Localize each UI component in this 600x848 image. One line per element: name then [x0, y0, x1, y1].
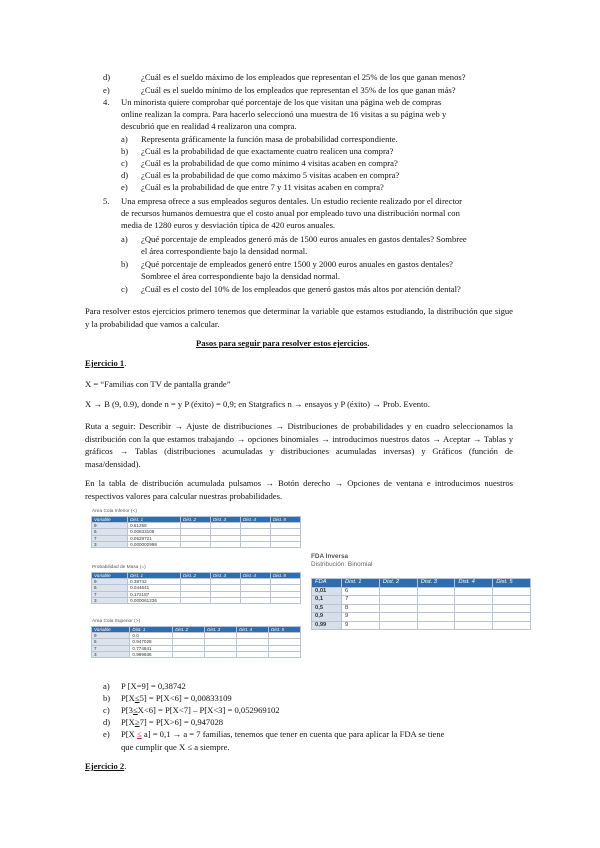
q4-a-text: Representa gráficamente la función masa de probabilidad correspondiente. [141, 134, 398, 144]
cell: 7 [92, 645, 130, 651]
col-header: Dist. 4 [240, 517, 270, 523]
answer-a-text: P [X=9] = 0,38742 [121, 681, 186, 691]
cell: 3 [92, 651, 130, 657]
q4-c-text: ¿Cuál es la probabilidad de que como mínimo 4 visitas acaben en compra? [141, 158, 398, 168]
steps-title [196, 338, 369, 349]
cell: 0.999936 [130, 651, 173, 657]
table-row [312, 596, 531, 605]
cell: 8 [342, 604, 380, 613]
col-header: Dist. 1 [128, 517, 181, 523]
q5-line-3: media de 1280 euros y desviación típica de 420 euros anuales. [121, 220, 336, 230]
cell: 9 [92, 579, 128, 585]
answer-b-text: P[X≤5] = P[X<6] = 0,00833109 [121, 693, 232, 703]
q5-a-label: a) [121, 234, 128, 244]
cell: 0,01 [312, 587, 342, 596]
col-header: FDA [312, 579, 342, 588]
answer-d-label: d) [103, 717, 111, 727]
mass-table [91, 572, 301, 604]
q4-b-label: b) [121, 146, 129, 156]
col-header: Variable [92, 573, 128, 579]
cell: 0.38742 [128, 579, 181, 585]
col-header: Dist. 3 [417, 579, 455, 588]
cell: 0.947028 [130, 639, 173, 645]
upper-tail-caption: Área Cola Superior (>) [92, 619, 141, 624]
ex1-x-definition: X = “Familias con TV de pantalla grande” [85, 379, 231, 389]
ex2-title [85, 761, 126, 772]
col-header: Dist. 4 [240, 573, 270, 579]
ex1-route: Ruta a seguir: Describir → Ajuste de distribuciones → Distribuciones de probabilidades y en cuadro seleccionamos la distribución con la que estamos trabajando → opciones binomiales → introducimos nuestros datos → Aceptar → Tablas y gráficos → Tablas (distribuciones acumuladas y distribuciones acumuladas inversas) y Gráficos (función de masa/densidad). [85, 421, 513, 469]
q4-line-1: Un minorista quiere comprobar qué porcentaje de los que visitan una página web de compras [121, 97, 442, 107]
col-header: Dist. 1 [128, 573, 181, 579]
col-header: Dist. 2 [379, 579, 417, 588]
cell: 7 [92, 591, 128, 597]
ex1-title-dot: . [124, 358, 127, 368]
cell: 0,5 [312, 604, 342, 613]
item-d-label: d) [103, 72, 111, 82]
q4-d-label: d) [121, 170, 129, 180]
inverse-subtitle: Distribución: Binomial [311, 561, 373, 568]
answer-a-label: a) [103, 681, 110, 691]
ex2-title-dot: . [124, 761, 127, 771]
table-row [312, 587, 531, 596]
col-header: Dist. 1 [130, 627, 173, 633]
q5-number: 5. [103, 196, 110, 206]
q4-line-2: online realizan la compra. Para hacerlo seleccionó una muestra de 16 visitas a su página web y [121, 109, 447, 119]
table-row [312, 613, 531, 622]
q4-c-label: c) [121, 158, 128, 168]
q5-line-1: Una empresa ofrece a sus empleados seguros dentales. Un estudio reciente realizado por el director [121, 196, 462, 206]
answer-c-label: c) [103, 705, 110, 715]
cell: 9 [342, 621, 380, 630]
q5-b-line-2: Sombree el área correspondiente bajo la densidad normal. [141, 271, 341, 281]
cell: 9 [92, 523, 128, 529]
cell: 0.000002998 [128, 541, 181, 547]
inverse-table [311, 578, 531, 630]
q4-a-label: a) [121, 134, 128, 144]
cell: 0.044641 [128, 585, 181, 591]
cell: 0.00833109 [128, 529, 181, 535]
cell: 0.000061236 [128, 597, 181, 603]
col-header: Dist. 4 [237, 627, 269, 633]
steps-title-text: Pasos para seguir para resolver estos ejercicios [196, 338, 368, 348]
cell: 6 [92, 529, 128, 535]
cell: 7 [342, 596, 380, 605]
col-header: Dist. 3 [210, 573, 240, 579]
answer-c-text: P[3≤X<6] = P[X<7] – P[X<3] = 0,052969102 [121, 705, 280, 715]
q5-a-line-2: el área correspondiente bajo la densidad normal. [141, 246, 308, 256]
item-e-text: ¿Cuál es el sueldo mínimo de los empleados que representan el 35% de los que ganan más? [141, 85, 456, 95]
table-row [92, 597, 301, 603]
q4-b-text: ¿Cuál es la probabilidad de que exactamente cuatro realicen una compra? [141, 146, 394, 156]
cell: 0.61258 [128, 523, 181, 529]
col-header: Dist. 2 [173, 627, 205, 633]
col-header: Dist. 1 [342, 579, 380, 588]
table-row [92, 541, 301, 547]
col-header: Dist. 5 [270, 517, 300, 523]
cell: 0,9 [312, 613, 342, 622]
cell: 0,99 [312, 621, 342, 630]
cell: 3 [92, 541, 128, 547]
cell: 6 [92, 639, 130, 645]
q4-d-text: ¿Cuál es la probabilidad de que como máximo 5 visitas acaben en compra? [141, 170, 400, 180]
table-header-row [312, 579, 531, 588]
cell: 0.0 [130, 633, 173, 639]
q5-c-text: ¿Cuál es el costo del 10% de los empleados que generó gastos más altos por atención dental? [141, 284, 461, 294]
cell: 9 [342, 613, 380, 622]
cell: 9 [92, 633, 130, 639]
answer-e-text: P[X ≤ a] = 0,1 → a = 7 familias, tenemos que tener en cuenta que para aplicar la FDA se tiene [121, 729, 445, 739]
ex1-title-text: Ejercicio 1 [85, 358, 125, 368]
cell: 6 [342, 587, 380, 596]
q5-line-2: de recursos humanos demuestra que el costo anual por empleado tuvo una distribución normal con [121, 208, 460, 218]
steps-title-dot: . [367, 338, 370, 348]
col-header: Dist. 5 [493, 579, 531, 588]
table-row [312, 621, 531, 630]
answer-e-label: e) [103, 729, 110, 739]
q5-b-line-1: ¿Qué porcentaje de empleados generó entre 1500 y 2000 euros anuales en gastos dentales? [141, 259, 453, 269]
mass-caption: Probabilidad de Masa (=) [92, 565, 146, 570]
cell: 0.0529721 [128, 535, 181, 541]
col-header: Variable [92, 517, 128, 523]
ex1-distribution: X → B (9, 0.9), donde n = y P (éxito) = 0,9; en Statgrafics n → ensayos y P (éxito) → Prob. Evento. [85, 399, 430, 409]
cell: 6 [92, 585, 128, 591]
ex1-title [85, 358, 126, 369]
col-header: Dist. 2 [181, 517, 211, 523]
answer-e-line-2: que cumplir que X ≤ a siempre. [121, 742, 230, 752]
inverse-title: FDA Inversa [311, 553, 349, 560]
cell: 3 [92, 597, 128, 603]
col-header: Dist. 5 [270, 573, 300, 579]
col-header: Dist. 3 [210, 517, 240, 523]
col-header: Dist. 5 [269, 627, 301, 633]
q5-b-label: b) [121, 259, 129, 269]
col-header: Dist. 4 [455, 579, 493, 588]
answer-d-text: P[X≥7] = P[X>6] = 0,947028 [121, 717, 224, 727]
q4-e-label: e) [121, 182, 128, 192]
q4-e-text: ¿Cuál es la probabilidad de que entre 7 y 11 visitas acaben en compra? [141, 182, 384, 192]
q4-number: 4. [103, 97, 110, 107]
col-header: Variable [92, 627, 130, 633]
ex1-table-note: En la tabla de distribución acumulada pulsamos → Botón derecho → Opciones de ventana e introducimos nuestros respectivos valores para calcular nuestras probabilidades. [85, 478, 513, 501]
upper-tail-table [91, 626, 301, 658]
cell: 0,1 [312, 596, 342, 605]
answer-b-label: b) [103, 693, 111, 703]
q5-a-line-1: ¿Qué porcentaje de empleados generó más de 1500 euros anuales en gastos dentales? Sombree [141, 234, 467, 244]
q5-c-label: c) [121, 284, 128, 294]
col-header: Dist. 3 [205, 627, 237, 633]
table-row [312, 604, 531, 613]
item-d-text: ¿Cuál es el sueldo máximo de los empleados que representan el 25% de los que ganan menos? [141, 72, 466, 82]
lower-tail-caption: Área Cola Inferior (<) [92, 509, 137, 514]
cell: 7 [92, 535, 128, 541]
q4-line-3: descubrió que en realidad 4 realizaron una compra. [121, 121, 297, 131]
cell: 0.172187 [128, 591, 181, 597]
col-header: Dist. 2 [181, 573, 211, 579]
intro-paragraph: Para resolver estos ejercicios primero tenemos que determinar la variable que estamos estudiando, la distribución que sigue y la probabilidad que vamos a calcular. [85, 306, 513, 329]
item-e-label: e) [103, 85, 110, 95]
ex2-title-text: Ejercicio 2 [85, 761, 125, 771]
cell: 0.774841 [130, 645, 173, 651]
lower-tail-table [91, 516, 301, 548]
table-row [92, 651, 301, 657]
